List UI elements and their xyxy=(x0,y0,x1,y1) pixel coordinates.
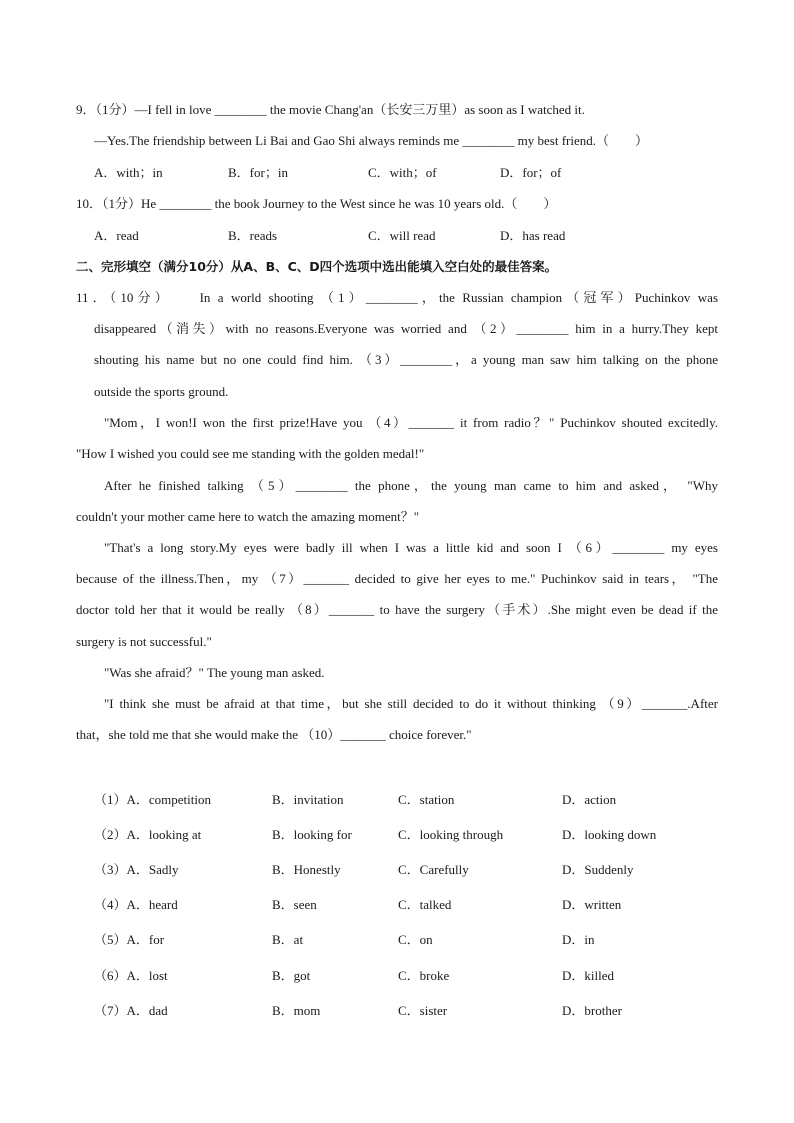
q11-passage-line-13: "Was she afraid？" The young man asked. xyxy=(104,665,325,680)
choice-3c[interactable]: C．Carefully xyxy=(398,862,469,877)
q9-stem-line1: 9．（1分）—I fell in love ________ the movie Chang'an（长安三万里）as soon as I watched it. xyxy=(76,102,585,117)
choice-5c[interactable]: C．on xyxy=(398,932,433,947)
choice-3a[interactable]: （3）A．Sadly xyxy=(94,862,179,877)
q11-passage-line-3: shouting his name but no one could find him. （3）________，a young man saw him talking on the phone xyxy=(94,352,718,367)
q11-passage-line-2: disappeared（消失）with no reasons.Everyone was worried and （2）________ him in a hurry.They kept xyxy=(94,321,718,336)
choice-2a[interactable]: （2）A．looking at xyxy=(94,827,202,842)
choice-4b[interactable]: B．seen xyxy=(272,897,317,912)
q11-passage-line-5: "Mom，I won!I won the first prize!Have you （4）_______ it from radio？" Puchinkov shouted excitedly. xyxy=(104,415,718,430)
q10-option-a[interactable]: A．read xyxy=(94,228,139,243)
q9-option-a[interactable]: A．with；in xyxy=(94,165,163,180)
q10-stem: 10．（1分）He ________ the book Journey to the West since he was 10 years old.（ ） xyxy=(76,196,557,211)
q9-option-c[interactable]: C．with；of xyxy=(368,165,437,180)
choice-1a[interactable]: （1）A．competition xyxy=(94,792,211,807)
q9-stem-line2: —Yes.The friendship between Li Bai and Gao Shi always reminds me ________ my best friend.（ ） xyxy=(94,133,648,148)
choice-1b[interactable]: B．invitation xyxy=(272,792,344,807)
choice-2d[interactable]: D．looking down xyxy=(562,827,657,842)
q11-passage-line-12: surgery is not successful." xyxy=(76,634,212,649)
choice-4a[interactable]: （4）A．heard xyxy=(94,897,178,912)
choice-6d[interactable]: D．killed xyxy=(562,968,614,983)
q11-passage-line-1: 11．（10分） In a world shooting （1）________，the Russian champion（冠军）Puchinkov was xyxy=(76,290,718,305)
choice-3b[interactable]: B．Honestly xyxy=(272,862,341,877)
q11-passage-line-6: "How I wished you could see me standing with the golden medal!" xyxy=(76,446,425,461)
choice-6b[interactable]: B．got xyxy=(272,968,311,983)
q10-option-b[interactable]: B．reads xyxy=(228,228,278,243)
choice-7b[interactable]: B．mom xyxy=(272,1003,321,1018)
choice-2b[interactable]: B．looking for xyxy=(272,827,352,842)
choice-4c[interactable]: C．talked xyxy=(398,897,452,912)
q11-passage-line-4: outside the sports ground. xyxy=(94,384,229,399)
q11-passage-line-10: because of the illness.Then，my （7）_______ decided to give her eyes to me." Puchinkov said in tears， "The xyxy=(76,571,718,586)
choice-5d[interactable]: D．in xyxy=(562,932,595,947)
q11-passage-line-9: "That's a long story.My eyes were badly ill when I was a little kid and soon I （6）________ my eyes xyxy=(104,540,718,555)
choice-2c[interactable]: C．looking through xyxy=(398,827,504,842)
q11-passage-line-14: "I think she must be afraid at that time，but she still decided to do it without thinking （9）_______.After xyxy=(104,696,718,711)
q11-passage-line-8: couldn't your mother came here to watch the amazing moment？" xyxy=(76,509,420,524)
choice-5b[interactable]: B．at xyxy=(272,932,304,947)
q11-passage-line-7: After he finished talking （5）________ the phone，the young man came to him and asked， "Why xyxy=(104,478,718,493)
choice-1c[interactable]: C．station xyxy=(398,792,455,807)
q9-option-d[interactable]: D．for；of xyxy=(500,165,562,180)
q11-passage-line-15: that，she told me that she would make the （10）_______ choice forever." xyxy=(76,727,472,742)
choice-7d[interactable]: D．brother xyxy=(562,1003,622,1018)
choice-6a[interactable]: （6）A．lost xyxy=(94,968,168,983)
choice-4d[interactable]: D．written xyxy=(562,897,622,912)
choice-3d[interactable]: D．Suddenly xyxy=(562,862,634,877)
choice-6c[interactable]: C．broke xyxy=(398,968,450,983)
q11-passage-line-11: doctor told her that it would be really （8）_______ to have the surgery（手术）.She might even be dead if the xyxy=(76,602,718,617)
choice-7a[interactable]: （7）A．dad xyxy=(94,1003,168,1018)
choice-1d[interactable]: D．action xyxy=(562,792,617,807)
section-heading-cloze: 二、完形填空（满分10分）从A、B、C、D四个选项中选出能填入空白处的最佳答案。 xyxy=(76,259,558,274)
choice-5a[interactable]: （5）A．for xyxy=(94,932,165,947)
q10-option-c[interactable]: C．will read xyxy=(368,228,436,243)
q9-option-b[interactable]: B．for；in xyxy=(228,165,288,180)
choice-7c[interactable]: C．sister xyxy=(398,1003,448,1018)
q10-option-d[interactable]: D．has read xyxy=(500,228,566,243)
